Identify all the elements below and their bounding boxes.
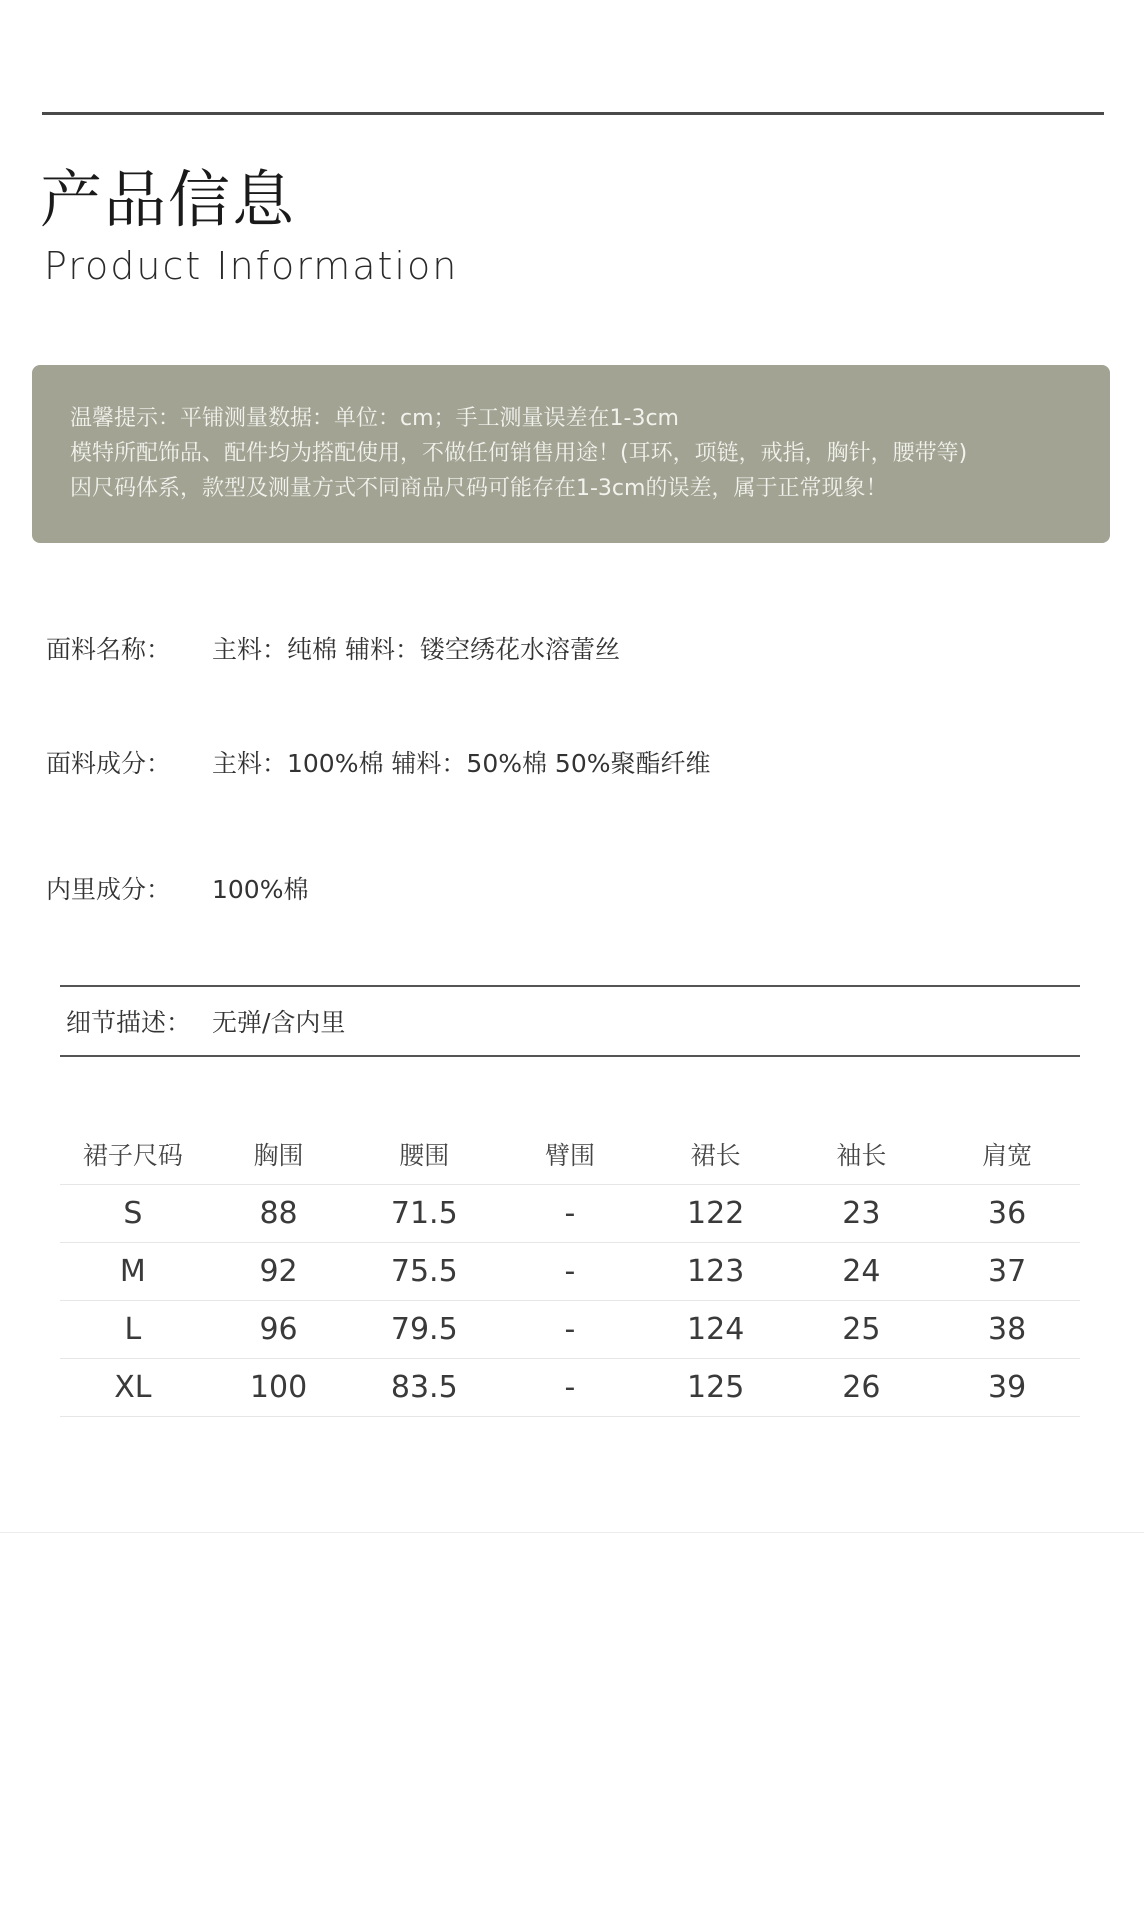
table-row <box>60 1300 1080 1358</box>
notice-line-2: 模特所配饰品、配件均为搭配使用，不做任何销售用途！(耳环，项链，戒指，胸针，腰带等) <box>70 441 968 466</box>
header-waist: 腰围 <box>351 1124 497 1184</box>
detail-description <box>60 985 1080 1057</box>
lining-composition-value: 100%棉 <box>212 875 309 904</box>
cell: 125 <box>643 1358 789 1416</box>
cell: 71.5 <box>351 1184 497 1242</box>
header-size: 裙子尺码 <box>60 1124 206 1184</box>
cell: 23 <box>789 1184 935 1242</box>
cell: S <box>60 1184 206 1242</box>
cell: - <box>497 1300 643 1358</box>
cell: 26 <box>789 1358 935 1416</box>
cell: 39 <box>934 1358 1080 1416</box>
cell: 79.5 <box>351 1300 497 1358</box>
cell: 37 <box>934 1242 1080 1300</box>
cell: XL <box>60 1358 206 1416</box>
header-skirt-length: 裙长 <box>643 1124 789 1184</box>
cell: 24 <box>789 1242 935 1300</box>
table-row <box>60 1184 1080 1242</box>
fabric-name-label: 面料名称： <box>46 635 172 664</box>
header-shoulder: 肩宽 <box>934 1124 1080 1184</box>
cell: 38 <box>934 1300 1080 1358</box>
size-table <box>60 1124 1080 1417</box>
cell: L <box>60 1300 206 1358</box>
table-row <box>60 1358 1080 1416</box>
lining-composition-label: 内里成分： <box>46 875 172 904</box>
cell: 96 <box>206 1300 352 1358</box>
table-row <box>60 1242 1080 1300</box>
fabric-composition-label: 面料成分： <box>46 749 172 778</box>
cell: 123 <box>643 1242 789 1300</box>
page-subtitle: Product Information <box>44 244 459 288</box>
page-title: 产品信息 <box>40 163 297 236</box>
cell: - <box>497 1184 643 1242</box>
fabric-composition-row <box>46 744 711 780</box>
cell: 124 <box>643 1300 789 1358</box>
cell: 83.5 <box>351 1358 497 1416</box>
notice-box <box>32 365 1110 543</box>
lining-composition-row <box>46 870 308 906</box>
top-divider <box>42 112 1104 115</box>
cell: M <box>60 1242 206 1300</box>
cell: 25 <box>789 1300 935 1358</box>
cell: 92 <box>206 1242 352 1300</box>
notice-line-3: 因尺码体系，款型及测量方式不同商品尺码可能存在1-3cm的误差，属于正常现象！ <box>70 476 888 501</box>
header-bust: 胸围 <box>206 1124 352 1184</box>
cell: 88 <box>206 1184 352 1242</box>
cell: - <box>497 1358 643 1416</box>
fabric-composition-value: 主料：100%棉 辅料：50%棉 50%聚酯纤维 <box>212 749 711 778</box>
detail-label: 细节描述： <box>66 1008 192 1037</box>
cell: 75.5 <box>351 1242 497 1300</box>
cell: 100 <box>206 1358 352 1416</box>
cell: 36 <box>934 1184 1080 1242</box>
cell: - <box>497 1242 643 1300</box>
fabric-name-row <box>46 630 620 666</box>
cell: 122 <box>643 1184 789 1242</box>
size-table-header <box>60 1124 1080 1184</box>
header-sleeve-length: 袖长 <box>789 1124 935 1184</box>
detail-value: 无弹/含内里 <box>212 1008 346 1037</box>
fabric-name-value: 主料：纯棉 辅料：镂空绣花水溶蕾丝 <box>212 635 620 664</box>
bottom-divider <box>0 1532 1144 1533</box>
notice-line-1: 温馨提示：平铺测量数据：单位：cm；手工测量误差在1-3cm <box>70 406 679 431</box>
header-arm: 臂围 <box>497 1124 643 1184</box>
